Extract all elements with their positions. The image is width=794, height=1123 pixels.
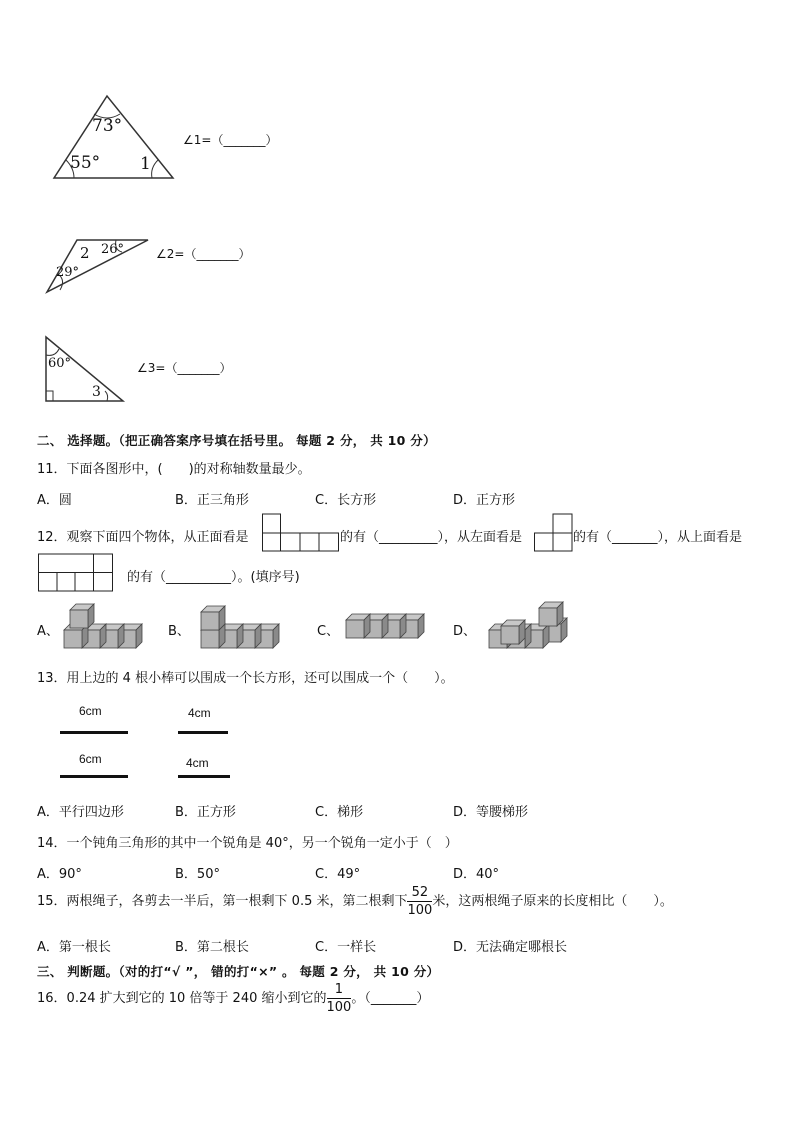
q11-option-b[interactable]: B．正三角形: [175, 493, 249, 508]
cube-object-a: [60, 602, 142, 654]
question-16-part-2[interactable]: 。（_______）: [351, 991, 430, 1006]
q13-option-c[interactable]: C．梯形: [315, 805, 364, 820]
q15-option-c[interactable]: C．一样长: [315, 940, 377, 955]
cube-object-b: [195, 602, 287, 654]
q12-option-d[interactable]: D、: [453, 624, 477, 639]
triangle-2-bottom-left-angle: 29°: [56, 265, 80, 280]
question-15-part-2: 米，这两根绳子原来的长度相比（ ）。: [432, 894, 673, 909]
stick-2: [178, 731, 228, 734]
stick-1: [60, 731, 128, 734]
triangle-3-angle-3-label: 3: [92, 384, 101, 400]
top-view-figure: [38, 553, 114, 593]
front-view-figure: [262, 513, 340, 553]
q15-option-a[interactable]: A．第一根长: [37, 940, 111, 955]
triangle-1-angle-1-label: 1: [140, 154, 151, 174]
q15-option-b[interactable]: B．第二根长: [175, 940, 249, 955]
q12-option-a[interactable]: A、: [37, 624, 59, 639]
section-2-title: 二、 选择题。（把正确答案序号填在括号里。 每题 2 分， 共 10 分）: [37, 433, 436, 448]
angle-1-blank[interactable]: ∠1=（_______）: [183, 133, 278, 147]
section-3-title: 三、 判断题。（对的打“√ ”， 错的打“×” 。 每题 2 分， 共 10 分）: [37, 964, 440, 979]
question-12-part-1: 12．观察下面四个物体，从正面看是: [37, 530, 249, 545]
stick-label-1: 6cm: [79, 704, 102, 718]
q11-option-a[interactable]: A．圆: [37, 493, 72, 508]
q14-option-a[interactable]: A．90°: [37, 867, 82, 882]
cube-object-d: [483, 602, 575, 654]
question-12-part-4: 的有（__________）。(填序号): [127, 570, 300, 585]
fraction-denominator: 100: [326, 1000, 352, 1015]
question-14-stem: 14．一个钝角三角形的其中一个锐角是 40°，另一个锐角一定小于（ ）: [37, 836, 458, 851]
triangle-1-left-angle: 55°: [70, 153, 101, 173]
angle-2-blank[interactable]: ∠2=（_______）: [156, 247, 251, 261]
question-16-line: [37, 983, 429, 1014]
q13-option-d[interactable]: D．等腰梯形: [453, 805, 529, 820]
question-12-part-2: 的有（_________），从左面看是: [340, 530, 523, 545]
question-15-line: [37, 886, 673, 917]
left-view-figure: [534, 513, 574, 553]
stick-label-4: 4cm: [186, 756, 209, 770]
question-13-stem: 13．用上边的 4 根小棒可以围成一个长方形，还可以围成一个（ ）。: [37, 671, 454, 686]
q12-option-b[interactable]: B、: [168, 624, 190, 639]
question-15-part-1: 15．两根绳子，各剪去一半后，第一根剩下 0.5 米，第二根剩下: [37, 894, 408, 909]
fraction-1-100: [327, 983, 352, 1014]
stick-3: [60, 775, 128, 778]
q13-option-a[interactable]: A．平行四边形: [37, 805, 124, 820]
triangle-3-top-angle: 60°: [48, 356, 72, 371]
angle-3-blank[interactable]: ∠3=（_______）: [137, 361, 232, 375]
stick-label-3: 6cm: [79, 752, 102, 766]
triangle-1-apex-angle: 73°: [92, 116, 123, 136]
triangle-1-figure: [48, 92, 178, 187]
q11-option-c[interactable]: C．长方形: [315, 493, 377, 508]
fraction-numerator: 1: [327, 983, 352, 999]
question-12-part-3: 的有（_______），从上面看是: [573, 530, 743, 545]
q15-option-d[interactable]: D．无法确定哪根长: [453, 940, 568, 955]
question-11-stem: 11．下面各图形中，( )的对称轴数量最少。: [37, 462, 311, 477]
q13-option-b[interactable]: B．正方形: [175, 805, 236, 820]
fraction-denominator: 100: [407, 903, 433, 918]
fraction-numerator: 52: [407, 886, 432, 902]
triangle-2-top-right-angle: 26°: [101, 242, 125, 257]
triangle-2-angle-2-label: 2: [80, 244, 90, 262]
q14-option-d[interactable]: D．40°: [453, 867, 500, 882]
q11-option-d[interactable]: D．正方形: [453, 493, 516, 508]
q14-option-c[interactable]: C．49°: [315, 867, 361, 882]
stick-label-2: 4cm: [188, 706, 211, 720]
fraction-52-100: [407, 886, 432, 917]
cube-object-c: [340, 602, 432, 654]
q14-option-b[interactable]: B．50°: [175, 867, 220, 882]
q12-option-c[interactable]: C、: [317, 624, 340, 639]
question-16-part-1: 16．0.24 扩大到它的 10 倍等于 240 缩小到它的: [37, 991, 327, 1006]
stick-4: [178, 775, 230, 778]
